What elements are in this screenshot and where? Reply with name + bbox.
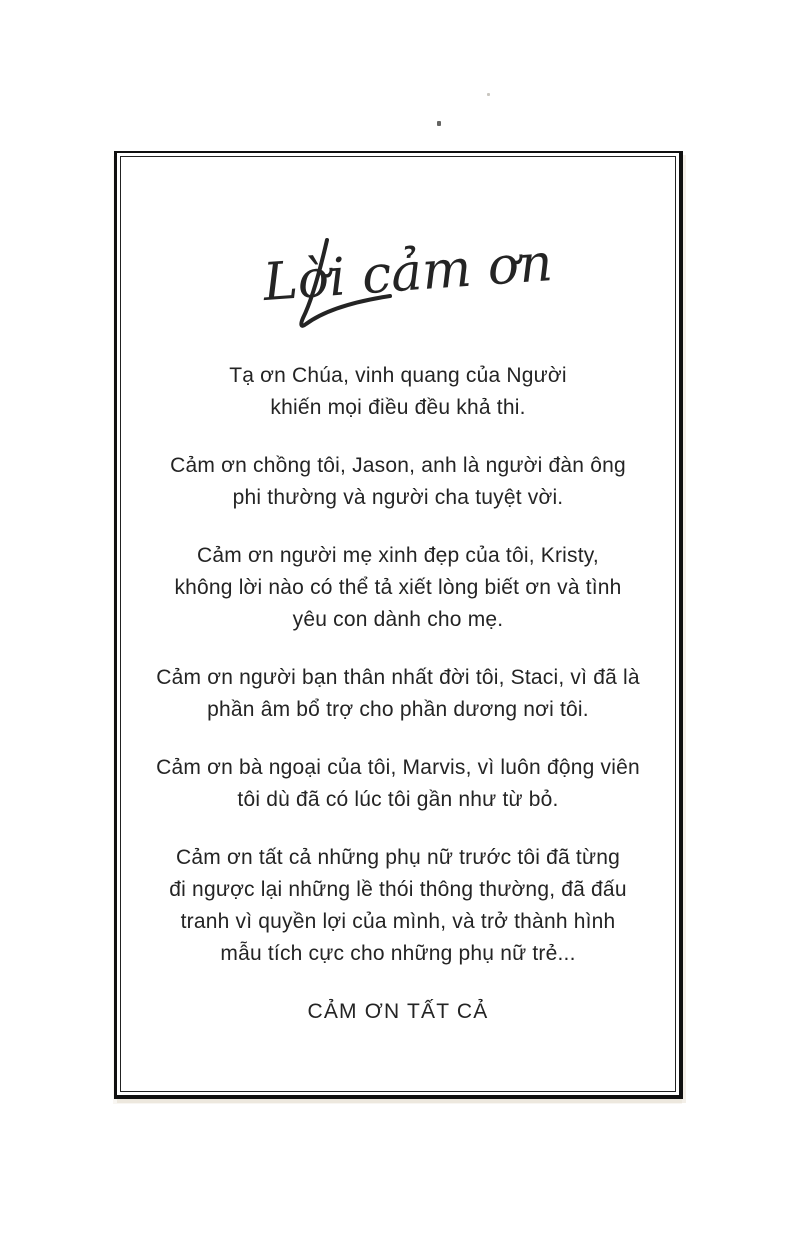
text-line: tôi dù đã có lúc tôi gần như từ bỏ. <box>237 788 559 811</box>
text-line: Cảm ơn người mẹ xinh đẹp của tôi, Kristy, <box>197 544 599 567</box>
text-line: không lời nào có thể tả xiết lòng biết ơn và tình <box>174 576 622 599</box>
script-title-block <box>215 214 595 344</box>
paragraph <box>117 450 679 514</box>
page-title: Lời cảm ơn <box>261 233 555 314</box>
paragraph <box>117 752 679 816</box>
paragraph <box>117 360 679 424</box>
paragraph <box>117 842 679 970</box>
text-line: Cảm ơn người bạn thân nhất đời tôi, Staci, vì đã là <box>156 666 640 689</box>
acknowledgments-text <box>117 360 679 1028</box>
text-line: phi thường và người cha tuyệt vời. <box>232 486 564 509</box>
paragraph-list <box>117 360 679 970</box>
text-line: Cảm ơn bà ngoại của tôi, Marvis, vì luôn động viên <box>156 756 640 779</box>
paragraph <box>117 540 679 636</box>
paragraph <box>117 662 679 726</box>
text-line: mẫu tích cực cho những phụ nữ trẻ... <box>220 942 576 965</box>
text-line: đi ngược lại những lề thói thông thường, đã đấu <box>169 878 627 901</box>
decorative-border-frame <box>114 151 683 1099</box>
scan-speck <box>437 121 441 126</box>
text-line: Tạ ơn Chúa, vinh quang của Người <box>229 364 567 387</box>
scan-speck <box>487 93 490 96</box>
closing-line: CẢM ƠN TẤT CẢ <box>307 1000 489 1023</box>
text-line: Cảm ơn chồng tôi, Jason, anh là người đàn ông <box>170 454 626 477</box>
text-line: khiến mọi điều đều khả thi. <box>270 396 526 419</box>
text-line: tranh vì quyền lợi của mình, và trở thành hình <box>180 910 616 933</box>
text-line: phần âm bổ trợ cho phần dương nơi tôi. <box>207 698 589 721</box>
text-line: Cảm ơn tất cả những phụ nữ trước tôi đã từng <box>176 846 620 869</box>
text-line: yêu con dành cho mẹ. <box>292 608 504 631</box>
